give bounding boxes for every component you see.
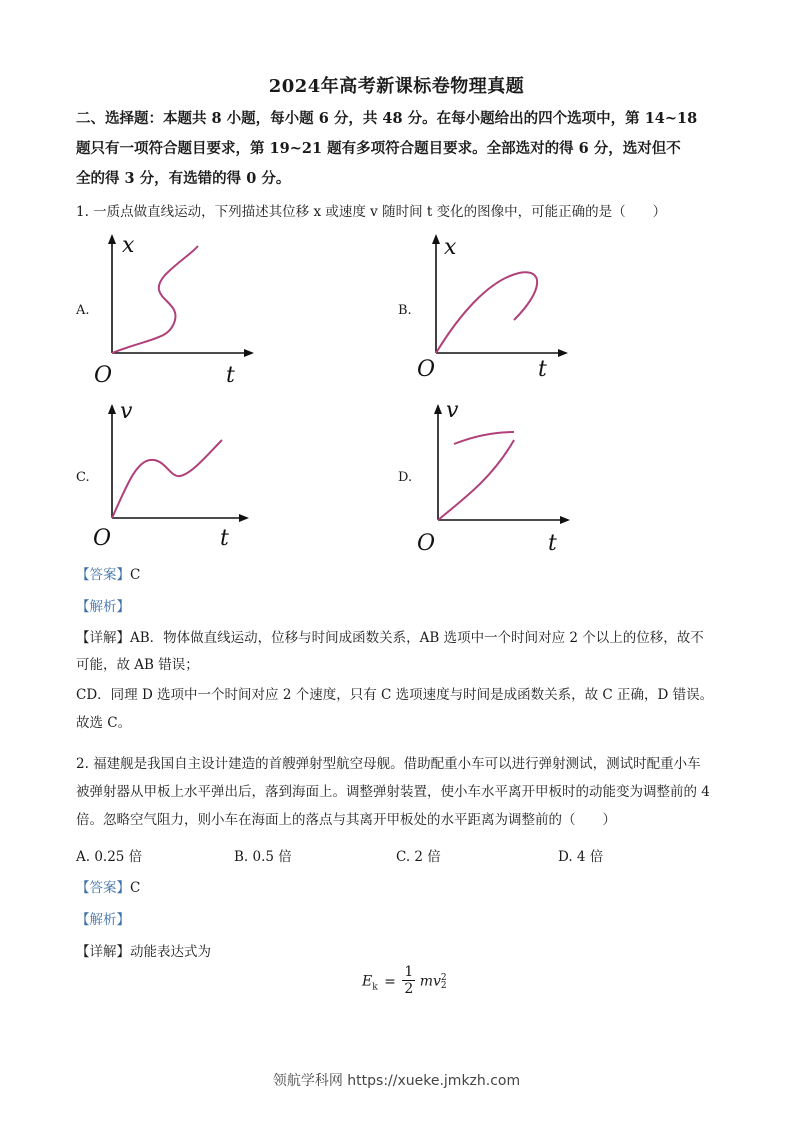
q2-choices (76, 847, 721, 867)
section-header-line: 全的得 3 分，有选错的得 0 分。 (76, 170, 291, 187)
stem-line: 倍。忽略空气阻力，则小车在海面上的落点与其离开甲板处的水平距离为调整前的（ ） (76, 812, 616, 828)
curve (112, 246, 198, 353)
q1-answer (76, 565, 721, 585)
stem-line: 2. 福建舰是我国自主设计建造的首艘弹射型航空母舰。借助配重小车可以进行弹射测试，测试时配重小车 (76, 756, 701, 772)
formula-rhs: mv (419, 973, 441, 990)
curve (112, 440, 222, 518)
detail-tag: 【详解】 (76, 944, 130, 960)
formula-rhs-sub: 2 (440, 980, 447, 991)
question-2-stem (76, 754, 721, 830)
detail-text: 动能表达式为 (130, 944, 211, 960)
answer-value: C (130, 880, 141, 896)
detail-tag: 【详解】 (76, 630, 130, 646)
answer-tag: 【答案】 (76, 880, 130, 896)
kinetic-energy-formula (362, 966, 447, 997)
section-header-line: 二、选择题：本题共 8 小题，每小题 6 分，共 48 分。在每小题给出的四个选项中，第 14~18 (76, 110, 698, 127)
q2-answer (76, 878, 721, 898)
formula-lhs: E (362, 973, 373, 990)
q2-analysis (76, 910, 721, 930)
q2-detail (76, 942, 721, 962)
choice-c: C. 2 倍 (396, 849, 441, 865)
formula-denominator: 2 (404, 981, 414, 997)
formula-lhs-sub: k (372, 982, 378, 993)
page-title: 2024年高考新课标卷物理真题 (268, 76, 525, 97)
answer-value: C (130, 567, 141, 583)
option-b-label: B. (398, 303, 412, 318)
footer-watermark: 领航学科网 https://xueke.jmkzh.com (272, 1073, 521, 1089)
graph-b (414, 230, 589, 390)
q1-analysis (76, 597, 721, 617)
formula-numerator: 1 (404, 964, 414, 980)
x-axis-label: t (538, 357, 547, 382)
choice-b: B. 0.5 倍 (234, 849, 292, 865)
origin-label: O (417, 531, 436, 556)
analysis-tag: 【解析】 (76, 912, 130, 928)
analysis-tag: 【解析】 (76, 599, 130, 615)
x-axis-label: t (220, 526, 229, 551)
y-axis-label: x (122, 233, 135, 258)
choice-a: A. 0.25 倍 (76, 849, 143, 865)
origin-label: O (93, 526, 112, 551)
option-d-label: D. (398, 470, 413, 485)
choice-d: D. 4 倍 (558, 849, 604, 865)
formula-eq: = (384, 973, 396, 990)
stem-line: 被弹射器从甲板上水平弹出后，落到海面上。调整弹射装置，使小车水平离开甲板时的动能变为调整前的 4 (76, 784, 710, 800)
detail-line: 可能，故 AB 错误； (76, 657, 199, 673)
y-axis-label: x (444, 235, 457, 260)
curve-upper-branch (454, 432, 514, 444)
graph-d (414, 400, 589, 560)
option-a-label: A. (76, 303, 90, 318)
answer-tag: 【答案】 (76, 567, 130, 583)
graph-c (90, 400, 265, 555)
x-axis-label: t (548, 531, 557, 556)
formula-rhs-sup: 2 (440, 972, 447, 983)
origin-label: O (417, 357, 436, 382)
x-axis-label: t (226, 363, 235, 388)
y-axis-label: v (446, 400, 459, 423)
detail-line: 故选 C。 (76, 715, 132, 731)
detail-line: AB．物体做直线运动，位移与时间成函数关系，AB 选项中一个时间对应 2 个以上的位移，故不 (130, 630, 704, 646)
curve-lower-branch (438, 440, 514, 520)
option-c-label: C. (76, 470, 90, 485)
graph-a (90, 230, 265, 390)
q1-detail (76, 628, 721, 733)
section-header-line: 题只有一项符合题目要求，第 19~21 题有多项符合题目要求。全部选对的得 6 分，选对但不 (76, 140, 681, 157)
y-axis-label: v (120, 400, 133, 424)
section-header (76, 104, 721, 194)
origin-label: O (94, 363, 113, 388)
detail-line: CD．同理 D 选项中一个时间对应 2 个速度，只有 C 选项速度与时间是成函数关系，故 C 正确，D 错误。 (76, 687, 714, 703)
question-1-stem: 1. 一质点做直线运动，下列描述其位移 x 或速度 v 随时间 t 变化的图像中，可能正确的是（ ） (76, 204, 667, 220)
curve (436, 272, 537, 353)
